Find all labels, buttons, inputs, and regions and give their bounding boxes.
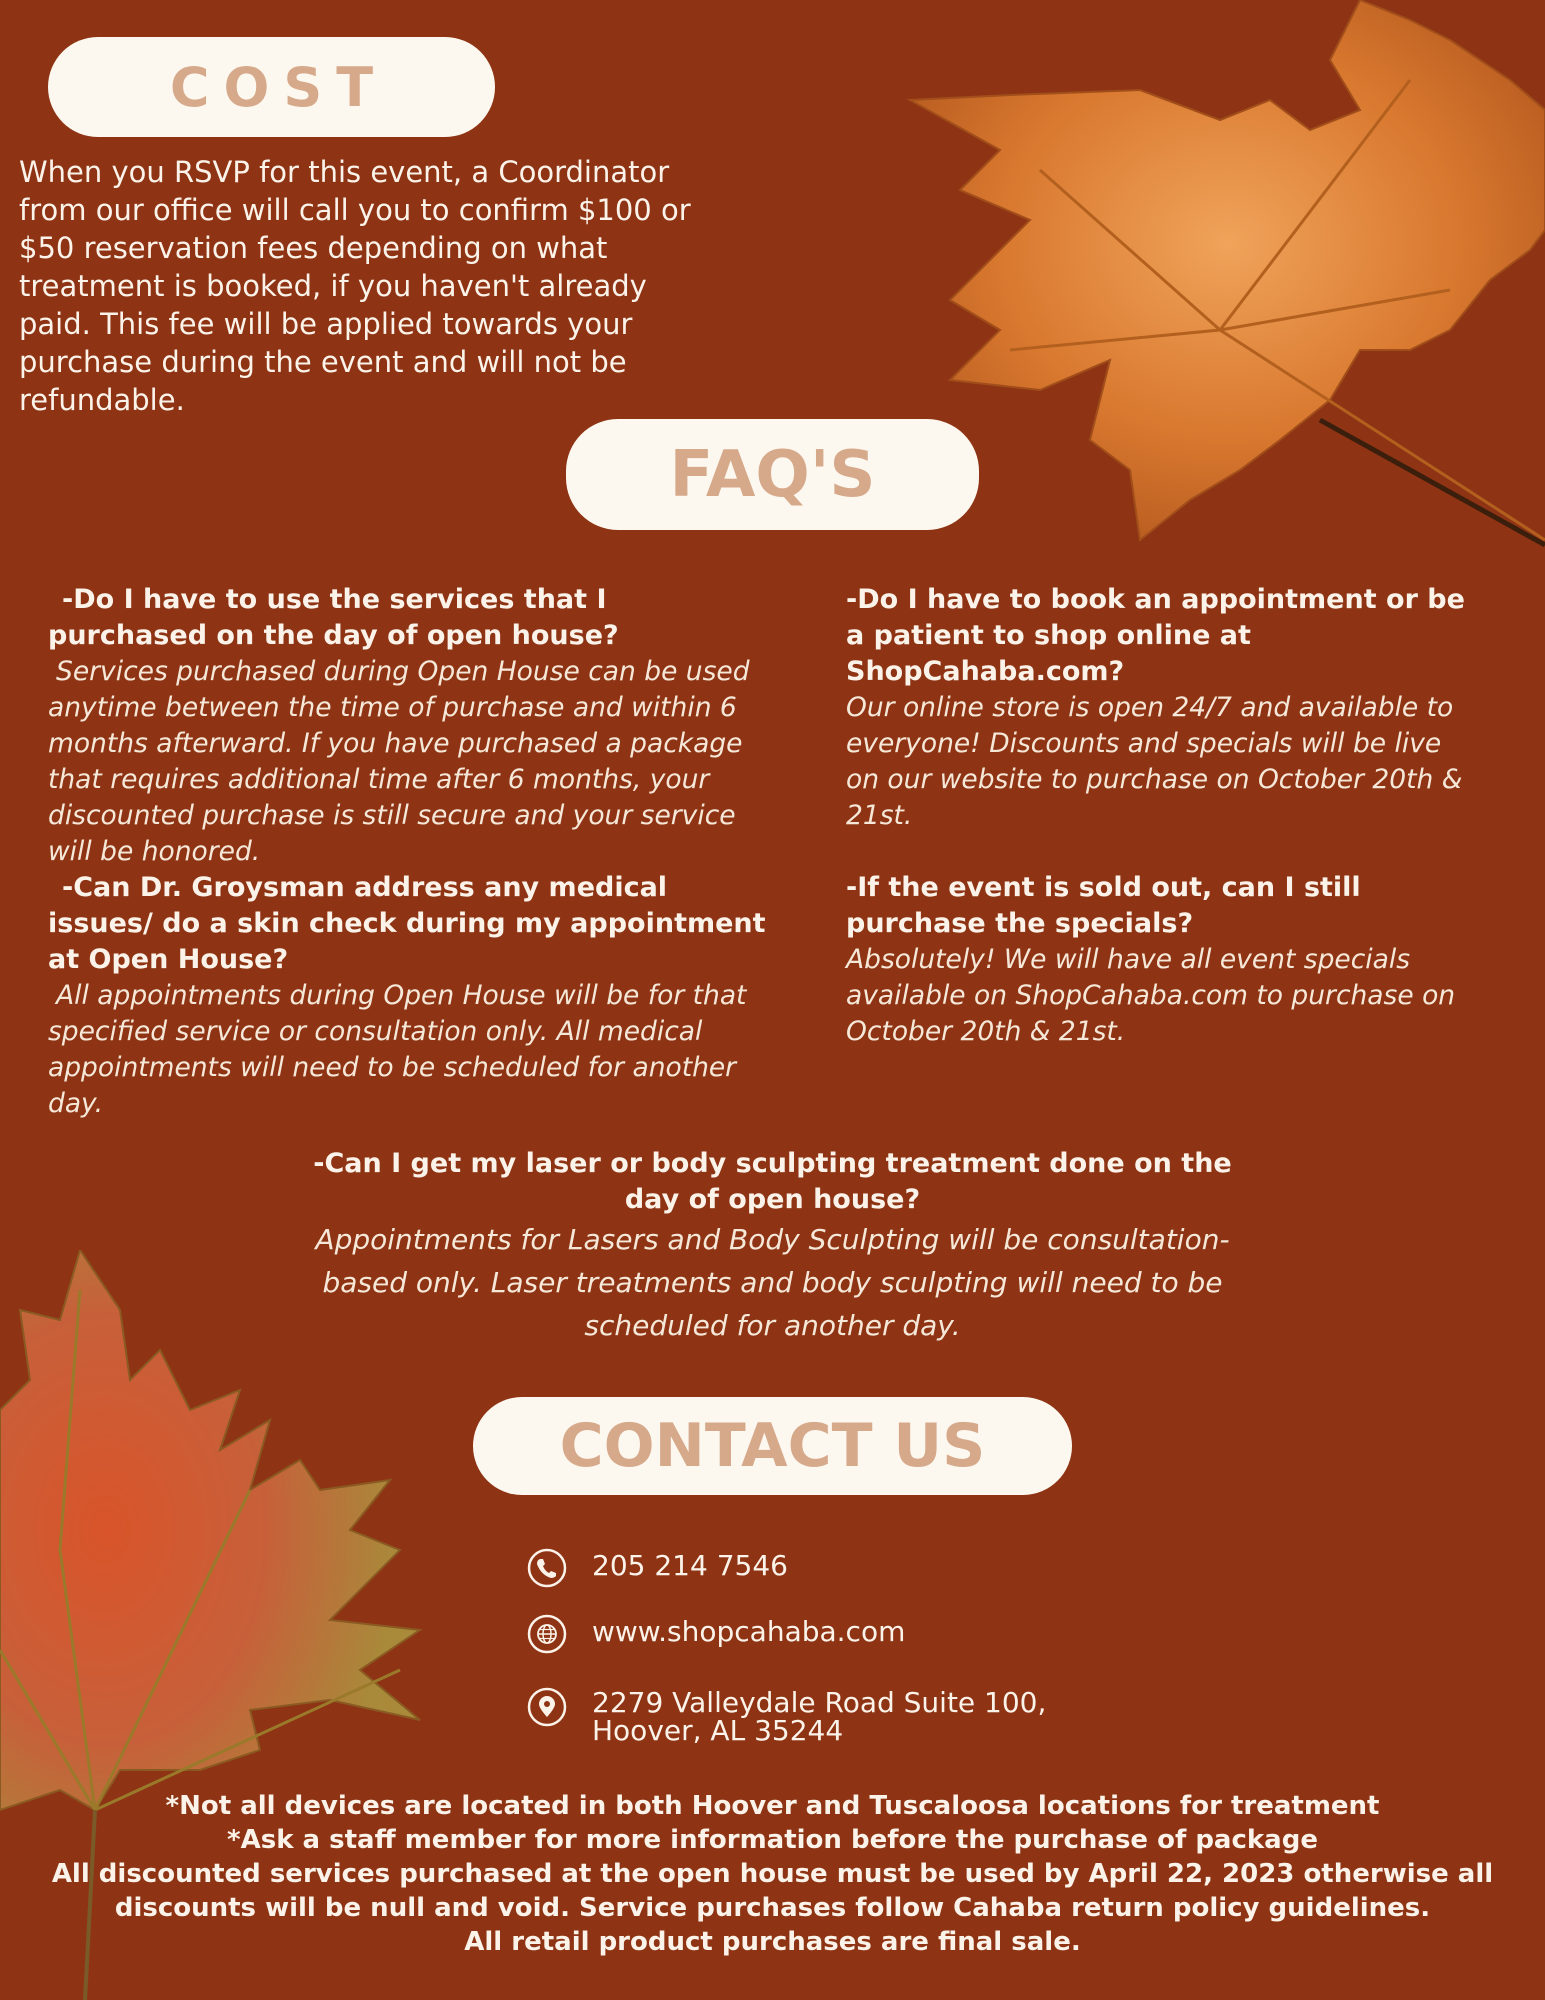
faq-answer: Our online store is open 24/7 and available to everyone! Discounts and specials will be live on our website to purchase on October 20th & 21st. <box>846 692 1463 831</box>
faq-answer: Services purchased during Open House can be used anytime between the time of purchase and within 6 months afterward. If you have purchased a package that requires additional time after 6 months, your discounted purchase is still secure and your service will be honored. <box>48 656 750 867</box>
contact-address-row[interactable] <box>527 1685 1046 1745</box>
contact-website[interactable]: www.shopcahaba.com <box>592 1615 906 1648</box>
contact-address[interactable] <box>592 1685 1046 1745</box>
faq-question: -Can I get my laser or body sculpting treatment done on the day of open house? <box>313 1148 1232 1215</box>
address-line-1: 2279 Valleydale Road Suite 100, <box>592 1686 1047 1719</box>
faq-answer: Absolutely! We will have all event specials available on ShopCahaba.com to purchase on October 20th & 21st. <box>846 944 1456 1047</box>
contact-phone[interactable]: 205 214 7546 <box>592 1549 788 1582</box>
faq-answer: Appointments for Lasers and Body Sculpting will be consultation-based only. Laser treatments and body sculpting will need to be scheduled for another day. <box>315 1223 1230 1342</box>
contact-heading-pill <box>473 1397 1072 1495</box>
contact-phone-row[interactable] <box>527 1548 788 1588</box>
faq-answer: All appointments during Open House will be for that specified service or consultation only. All medical appointments will need to be scheduled for another day. <box>48 980 747 1119</box>
faq-item <box>300 1146 1245 1347</box>
contact-heading: CONTACT US <box>559 1411 986 1481</box>
faq-item <box>846 582 1466 834</box>
cost-heading: COST <box>169 55 388 119</box>
faq-heading-pill <box>566 419 979 530</box>
globe-icon <box>527 1614 567 1654</box>
footer-notes <box>40 1789 1505 1959</box>
contact-website-row[interactable] <box>527 1614 905 1654</box>
location-pin-icon <box>527 1687 567 1727</box>
footnote: All discounted services purchased at the open house must be used by April 22, 2023 otherwise all discounts will be null and void. Service purchases follow Cahaba return policy guidelines. <box>51 1859 1494 1923</box>
faq-item <box>48 582 768 870</box>
faq-item <box>48 870 768 1122</box>
footnote: All retail product purchases are final sale. <box>464 1927 1081 1957</box>
faq-item <box>846 870 1466 1050</box>
phone-icon <box>527 1548 567 1588</box>
faq-heading: FAQ'S <box>669 437 876 512</box>
faq-question: -Do I have to book an appointment or be a patient to shop online at ShopCahaba.com? <box>846 584 1465 687</box>
footnote: *Not all devices are located in both Hoover and Tuscaloosa locations for treatment <box>165 1791 1380 1821</box>
faq-question: -If the event is sold out, can I still purchase the specials? <box>846 872 1361 939</box>
footnote: *Ask a staff member for more information before the purchase of package <box>227 1825 1318 1855</box>
maple-leaf-top-right-icon <box>890 0 1545 560</box>
cost-description: When you RSVP for this event, a Coordinator from our office will call you to confirm $100 or $50 reservation fees depending on what treatment is booked, if you haven't already paid. This fee will be applied towards your purchase during the event and will not be refundable. <box>19 155 691 417</box>
faq-question: -Can Dr. Groysman address any medical issues/ do a skin check during my appointment at Open House? <box>48 872 766 975</box>
faq-question: -Do I have to use the services that I purchased on the day of open house? <box>48 584 619 651</box>
cost-heading-pill <box>48 37 495 137</box>
address-line-2: Hoover, AL 35244 <box>592 1714 844 1747</box>
